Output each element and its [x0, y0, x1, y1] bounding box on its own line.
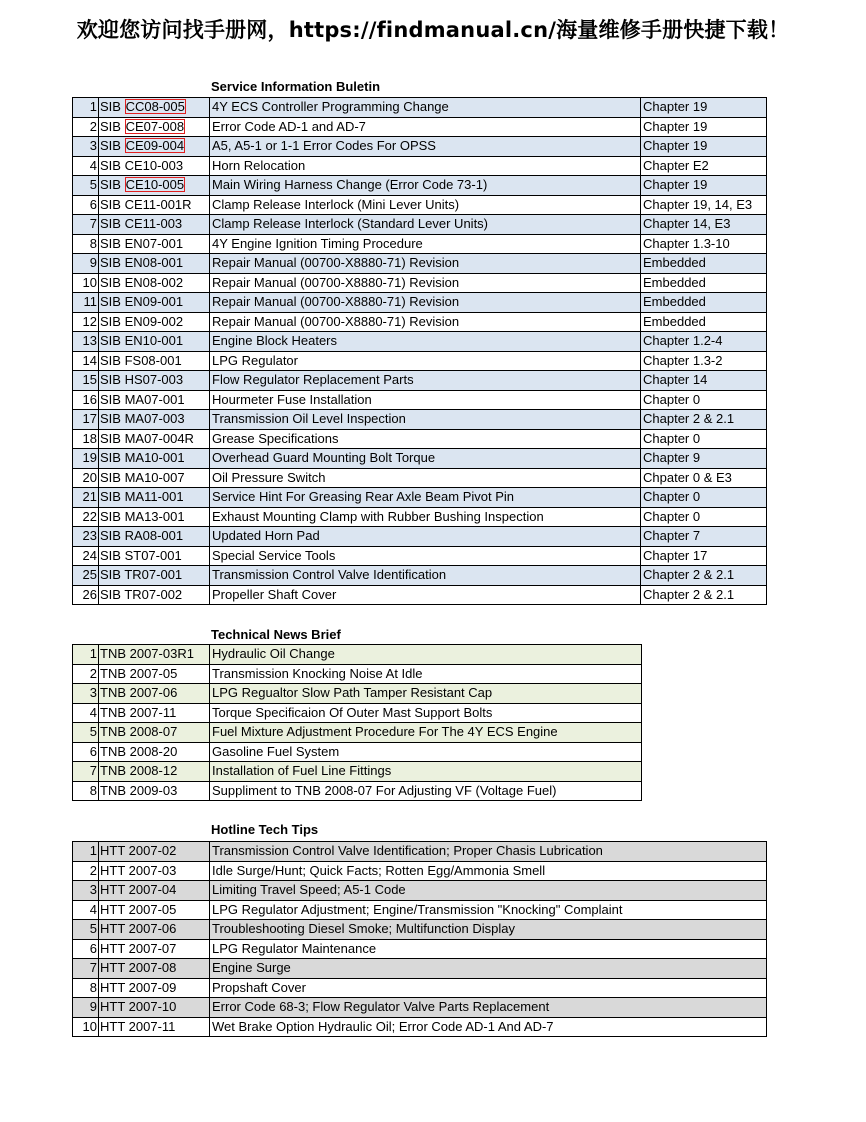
bulletin-chapter: Chapter 0: [641, 488, 767, 508]
sib-row: [73, 273, 767, 293]
bulletin-chapter: Chapter 17: [641, 546, 767, 566]
bulletin-number: HS07-003: [124, 372, 184, 388]
sib-table: [72, 97, 767, 605]
htt-row: [73, 861, 767, 881]
row-number: 5: [73, 723, 99, 743]
tnb-row: [73, 742, 642, 762]
row-number: 26: [73, 585, 99, 605]
bulletin-number: RA08-001: [124, 528, 184, 544]
htt-table: [72, 841, 767, 1037]
sib-row: [73, 254, 767, 274]
bulletin-chapter: Chapter 1.3-2: [641, 351, 767, 371]
bulletin-prefix: SIB: [100, 411, 125, 427]
sib-row: [73, 234, 767, 254]
bulletin-title: Repair Manual (00700-X8880-71) Revision: [210, 312, 641, 332]
tip-title: Troubleshooting Diesel Smoke; Multifunction Display: [210, 920, 767, 940]
bulletin-code: [99, 293, 210, 313]
tip-title: Error Code 68-3; Flow Regulator Valve Parts Replacement: [210, 998, 767, 1018]
brief-code: TNB 2008-07: [99, 723, 210, 743]
bulletin-code: [99, 566, 210, 586]
row-number: 1: [73, 842, 99, 862]
row-number: 7: [73, 959, 99, 979]
bulletin-title: Hourmeter Fuse Installation: [210, 390, 641, 410]
bulletin-number: MA07-003: [124, 411, 185, 427]
bulletin-prefix: SIB: [100, 430, 125, 446]
row-number: 6: [73, 195, 99, 215]
row-number: 16: [73, 390, 99, 410]
brief-title: Gasoline Fuel System: [210, 742, 642, 762]
bulletin-title: 4Y ECS Controller Programming Change: [210, 98, 641, 118]
bulletin-number: EN09-002: [124, 313, 184, 329]
bulletin-title: Overhead Guard Mounting Bolt Torque: [210, 449, 641, 469]
bulletin-chapter: Chapter 19: [641, 117, 767, 137]
htt-row: [73, 842, 767, 862]
row-number: 11: [73, 293, 99, 313]
bulletin-title: Repair Manual (00700-X8880-71) Revision: [210, 293, 641, 313]
tip-title: Limiting Travel Speed; A5-1 Code: [210, 881, 767, 901]
bulletin-prefix: SIB: [100, 528, 125, 544]
bulletin-code: [99, 312, 210, 332]
bulletin-number: CE09-004: [125, 138, 185, 154]
row-number: 3: [73, 137, 99, 157]
tnb-row: [73, 684, 642, 704]
brief-code: TNB 2007-05: [99, 664, 210, 684]
brief-title: Installation of Fuel Line Fittings: [210, 762, 642, 782]
bulletin-title: Repair Manual (00700-X8880-71) Revision: [210, 273, 641, 293]
bulletin-code: [99, 507, 210, 527]
bulletin-prefix: SIB: [100, 177, 125, 193]
bulletin-chapter: Chapter 0: [641, 390, 767, 410]
bulletin-prefix: SIB: [100, 333, 125, 349]
bulletin-prefix: SIB: [100, 118, 125, 134]
bulletin-code: [99, 254, 210, 274]
sib-row: [73, 371, 767, 391]
tip-title: Transmission Control Valve Identification; Proper Chasis Lubrication: [210, 842, 767, 862]
sib-row: [73, 137, 767, 157]
bulletin-title: Oil Pressure Switch: [210, 468, 641, 488]
row-number: 12: [73, 312, 99, 332]
sib-section-title: Service Information Buletin: [211, 79, 381, 94]
row-number: 13: [73, 332, 99, 352]
tip-code: HTT 2007-07: [99, 939, 210, 959]
sib-row: [73, 488, 767, 508]
bulletin-prefix: SIB: [100, 274, 125, 290]
bulletin-title: Repair Manual (00700-X8880-71) Revision: [210, 254, 641, 274]
bulletin-number: TR07-001: [124, 567, 183, 583]
row-number: 1: [73, 98, 99, 118]
bulletin-title: Error Code AD-1 and AD-7: [210, 117, 641, 137]
bulletin-chapter: Chapter 2 & 2.1: [641, 566, 767, 586]
brief-code: TNB 2008-12: [99, 762, 210, 782]
bulletin-title: Grease Specifications: [210, 429, 641, 449]
brief-code: TNB 2007-06: [99, 684, 210, 704]
brief-title: LPG Regualtor Slow Path Tamper Resistant Cap: [210, 684, 642, 704]
tnb-row: [73, 762, 642, 782]
bulletin-chapter: Chapter 2 & 2.1: [641, 410, 767, 430]
row-number: 15: [73, 371, 99, 391]
bulletin-code: [99, 390, 210, 410]
row-number: 4: [73, 156, 99, 176]
bulletin-title: Special Service Tools: [210, 546, 641, 566]
bulletin-number: CE10-003: [124, 157, 184, 173]
bulletin-chapter: Chapter 7: [641, 527, 767, 547]
tnb-table: [72, 644, 642, 801]
bulletin-code: [99, 195, 210, 215]
bulletin-code: [99, 234, 210, 254]
sib-row: [73, 293, 767, 313]
bulletin-title: Transmission Control Valve Identification: [210, 566, 641, 586]
row-number: 6: [73, 939, 99, 959]
sib-row: [73, 507, 767, 527]
brief-code: TNB 2008-20: [99, 742, 210, 762]
row-number: 24: [73, 546, 99, 566]
row-number: 18: [73, 429, 99, 449]
tip-code: HTT 2007-05: [99, 900, 210, 920]
bulletin-chapter: Chapter 1.2-4: [641, 332, 767, 352]
bulletin-title: Main Wiring Harness Change (Error Code 73-1): [210, 176, 641, 196]
bulletin-chapter: Chapter 1.3-10: [641, 234, 767, 254]
bulletin-prefix: SIB: [100, 313, 125, 329]
bulletin-number: CC08-005: [125, 99, 185, 115]
brief-title: Suppliment to TNB 2008-07 For Adjusting VF (Voltage Fuel): [210, 781, 642, 801]
bulletin-number: FS08-001: [124, 352, 182, 368]
bulletin-chapter: Chapter 0: [641, 429, 767, 449]
tnb-row: [73, 781, 642, 801]
bulletin-code: [99, 176, 210, 196]
bulletin-code: [99, 351, 210, 371]
bulletin-chapter: Chapter 19: [641, 137, 767, 157]
row-number: 9: [73, 998, 99, 1018]
bulletin-chapter: Embedded: [641, 273, 767, 293]
bulletin-prefix: SIB: [100, 586, 125, 602]
bulletin-number: ST07-001: [124, 547, 182, 563]
sib-row: [73, 195, 767, 215]
bulletin-prefix: SIB: [100, 489, 125, 505]
bulletin-chapter: Embedded: [641, 254, 767, 274]
row-number: 23: [73, 527, 99, 547]
row-number: 21: [73, 488, 99, 508]
row-number: 7: [73, 762, 99, 782]
bulletin-chapter: Chapter 19: [641, 176, 767, 196]
sib-row: [73, 117, 767, 137]
bulletin-chapter: Chapter 0: [641, 507, 767, 527]
bulletin-prefix: SIB: [100, 352, 125, 368]
sib-row: [73, 429, 767, 449]
sib-row: [73, 332, 767, 352]
bulletin-prefix: SIB: [100, 391, 125, 407]
brief-title: Fuel Mixture Adjustment Procedure For The 4Y ECS Engine: [210, 723, 642, 743]
row-number: 4: [73, 703, 99, 723]
bulletin-prefix: SIB: [100, 255, 125, 271]
bulletin-chapter: Embedded: [641, 293, 767, 313]
bulletin-chapter: Chapter 19: [641, 98, 767, 118]
bulletin-code: [99, 332, 210, 352]
bulletin-chapter: Chapter 14, E3: [641, 215, 767, 235]
sib-row: [73, 449, 767, 469]
row-number: 10: [73, 273, 99, 293]
bulletin-code: [99, 215, 210, 235]
row-number: 1: [73, 645, 99, 665]
bulletin-number: MA07-004R: [124, 430, 194, 446]
sib-row: [73, 585, 767, 605]
tnb-section-title: Technical News Brief: [211, 627, 341, 642]
row-number: 5: [73, 920, 99, 940]
sib-row: [73, 312, 767, 332]
row-number: 3: [73, 684, 99, 704]
bulletin-chapter: Chapter 14: [641, 371, 767, 391]
tip-title: LPG Regulator Adjustment; Engine/Transmission "Knocking" Complaint: [210, 900, 767, 920]
bulletin-chapter: Chapter 2 & 2.1: [641, 585, 767, 605]
bulletin-number: EN08-002: [124, 274, 184, 290]
bulletin-prefix: SIB: [100, 508, 125, 524]
row-number: 14: [73, 351, 99, 371]
bulletin-prefix: SIB: [100, 372, 125, 388]
row-number: 20: [73, 468, 99, 488]
tip-code: HTT 2007-08: [99, 959, 210, 979]
htt-row: [73, 900, 767, 920]
bulletin-code: [99, 546, 210, 566]
row-number: 19: [73, 449, 99, 469]
row-number: 2: [73, 664, 99, 684]
bulletin-code: [99, 117, 210, 137]
htt-section-title: Hotline Tech Tips: [211, 822, 319, 837]
bulletin-prefix: SIB: [100, 235, 125, 251]
bulletin-code: [99, 585, 210, 605]
sib-row: [73, 176, 767, 196]
bulletin-number: EN10-001: [124, 333, 184, 349]
bulletin-code: [99, 468, 210, 488]
bulletin-chapter: Chapter E2: [641, 156, 767, 176]
bulletin-code: [99, 449, 210, 469]
bulletin-number: CE11-003: [124, 216, 183, 232]
row-number: 8: [73, 781, 99, 801]
bulletin-code: [99, 429, 210, 449]
tip-code: HTT 2007-11: [99, 1017, 210, 1037]
bulletin-number: CE10-005: [125, 177, 185, 193]
sib-row: [73, 546, 767, 566]
htt-row: [73, 1017, 767, 1037]
bulletin-title: Flow Regulator Replacement Parts: [210, 371, 641, 391]
sib-row: [73, 98, 767, 118]
site-banner: 欢迎您访问找手册网，https://findmanual.cn/海量维修手册快捷下载！: [76, 18, 790, 42]
tnb-row: [73, 664, 642, 684]
sib-row: [73, 566, 767, 586]
bulletin-code: [99, 410, 210, 430]
tip-code: HTT 2007-06: [99, 920, 210, 940]
htt-row: [73, 920, 767, 940]
tnb-row: [73, 645, 642, 665]
sib-row: [73, 410, 767, 430]
row-number: 8: [73, 978, 99, 998]
tip-title: Engine Surge: [210, 959, 767, 979]
bulletin-chapter: Chapter 9: [641, 449, 767, 469]
bulletin-title: Propeller Shaft Cover: [210, 585, 641, 605]
bulletin-number: CE11-001R: [124, 196, 192, 212]
bulletin-chapter: Embedded: [641, 312, 767, 332]
row-number: 7: [73, 215, 99, 235]
row-number: 6: [73, 742, 99, 762]
bulletin-number: CE07-008: [125, 118, 185, 134]
row-number: 25: [73, 566, 99, 586]
tip-title: LPG Regulator Maintenance: [210, 939, 767, 959]
sib-row: [73, 215, 767, 235]
htt-row: [73, 939, 767, 959]
bulletin-title: A5, A5-1 or 1-1 Error Codes For OPSS: [210, 137, 641, 157]
bulletin-code: [99, 527, 210, 547]
sib-row: [73, 156, 767, 176]
bulletin-number: MA13-001: [124, 508, 185, 524]
bulletin-prefix: SIB: [100, 450, 125, 466]
bulletin-prefix: SIB: [100, 567, 125, 583]
bulletin-title: Engine Block Heaters: [210, 332, 641, 352]
tip-code: HTT 2007-02: [99, 842, 210, 862]
tip-code: HTT 2007-10: [99, 998, 210, 1018]
sib-row: [73, 527, 767, 547]
htt-row: [73, 998, 767, 1018]
brief-title: Hydraulic Oil Change: [210, 645, 642, 665]
tip-code: HTT 2007-03: [99, 861, 210, 881]
row-number: 3: [73, 881, 99, 901]
bulletin-number: EN08-001: [124, 255, 184, 271]
bulletin-number: MA10-007: [124, 469, 185, 485]
bulletin-code: [99, 98, 210, 118]
bulletin-number: EN07-001: [124, 235, 184, 251]
bulletin-prefix: SIB: [100, 469, 125, 485]
htt-row: [73, 978, 767, 998]
bulletin-chapter: Chapter 19, 14, E3: [641, 195, 767, 215]
tip-title: Wet Brake Option Hydraulic Oil; Error Code AD-1 And AD-7: [210, 1017, 767, 1037]
htt-row: [73, 959, 767, 979]
sib-row: [73, 351, 767, 371]
row-number: 9: [73, 254, 99, 274]
row-number: 22: [73, 507, 99, 527]
bulletin-number: MA10-001: [124, 450, 185, 466]
bulletin-prefix: SIB: [100, 138, 125, 154]
bulletin-prefix: SIB: [100, 99, 125, 115]
bulletin-title: LPG Regulator: [210, 351, 641, 371]
bulletin-code: [99, 137, 210, 157]
bulletin-chapter: Chpater 0 & E3: [641, 468, 767, 488]
bulletin-prefix: SIB: [100, 294, 125, 310]
bulletin-code: [99, 273, 210, 293]
bulletin-number: MA11-001: [124, 489, 184, 505]
brief-code: TNB 2007-11: [99, 703, 210, 723]
row-number: 10: [73, 1017, 99, 1037]
brief-code: TNB 2007-03R1: [99, 645, 210, 665]
tip-title: Propshaft Cover: [210, 978, 767, 998]
bulletin-title: Service Hint For Greasing Rear Axle Beam Pivot Pin: [210, 488, 641, 508]
tip-code: HTT 2007-04: [99, 881, 210, 901]
bulletin-title: Clamp Release Interlock (Standard Lever Units): [210, 215, 641, 235]
sib-row: [73, 390, 767, 410]
tnb-row: [73, 723, 642, 743]
tnb-row: [73, 703, 642, 723]
bulletin-number: MA07-001: [124, 391, 185, 407]
bulletin-code: [99, 156, 210, 176]
htt-row: [73, 881, 767, 901]
bulletin-prefix: SIB: [100, 157, 125, 173]
bulletin-prefix: SIB: [100, 216, 125, 232]
bulletin-prefix: SIB: [100, 547, 125, 563]
bulletin-code: [99, 488, 210, 508]
bulletin-code: [99, 371, 210, 391]
row-number: 8: [73, 234, 99, 254]
row-number: 4: [73, 900, 99, 920]
brief-title: Torque Specificaion Of Outer Mast Support Bolts: [210, 703, 642, 723]
tip-title: Idle Surge/Hunt; Quick Facts; Rotten Egg/Ammonia Smell: [210, 861, 767, 881]
row-number: 17: [73, 410, 99, 430]
brief-title: Transmission Knocking Noise At Idle: [210, 664, 642, 684]
row-number: 5: [73, 176, 99, 196]
bulletin-number: TR07-002: [124, 586, 183, 602]
bulletin-title: Updated Horn Pad: [210, 527, 641, 547]
sib-row: [73, 468, 767, 488]
bulletin-title: Clamp Release Interlock (Mini Lever Units): [210, 195, 641, 215]
brief-code: TNB 2009-03: [99, 781, 210, 801]
bulletin-title: Transmission Oil Level Inspection: [210, 410, 641, 430]
row-number: 2: [73, 861, 99, 881]
bulletin-title: 4Y Engine Ignition Timing Procedure: [210, 234, 641, 254]
row-number: 2: [73, 117, 99, 137]
bulletin-title: Exhaust Mounting Clamp with Rubber Bushing Inspection: [210, 507, 641, 527]
bulletin-title: Horn Relocation: [210, 156, 641, 176]
bulletin-prefix: SIB: [100, 196, 125, 212]
tip-code: HTT 2007-09: [99, 978, 210, 998]
bulletin-number: EN09-001: [124, 294, 184, 310]
